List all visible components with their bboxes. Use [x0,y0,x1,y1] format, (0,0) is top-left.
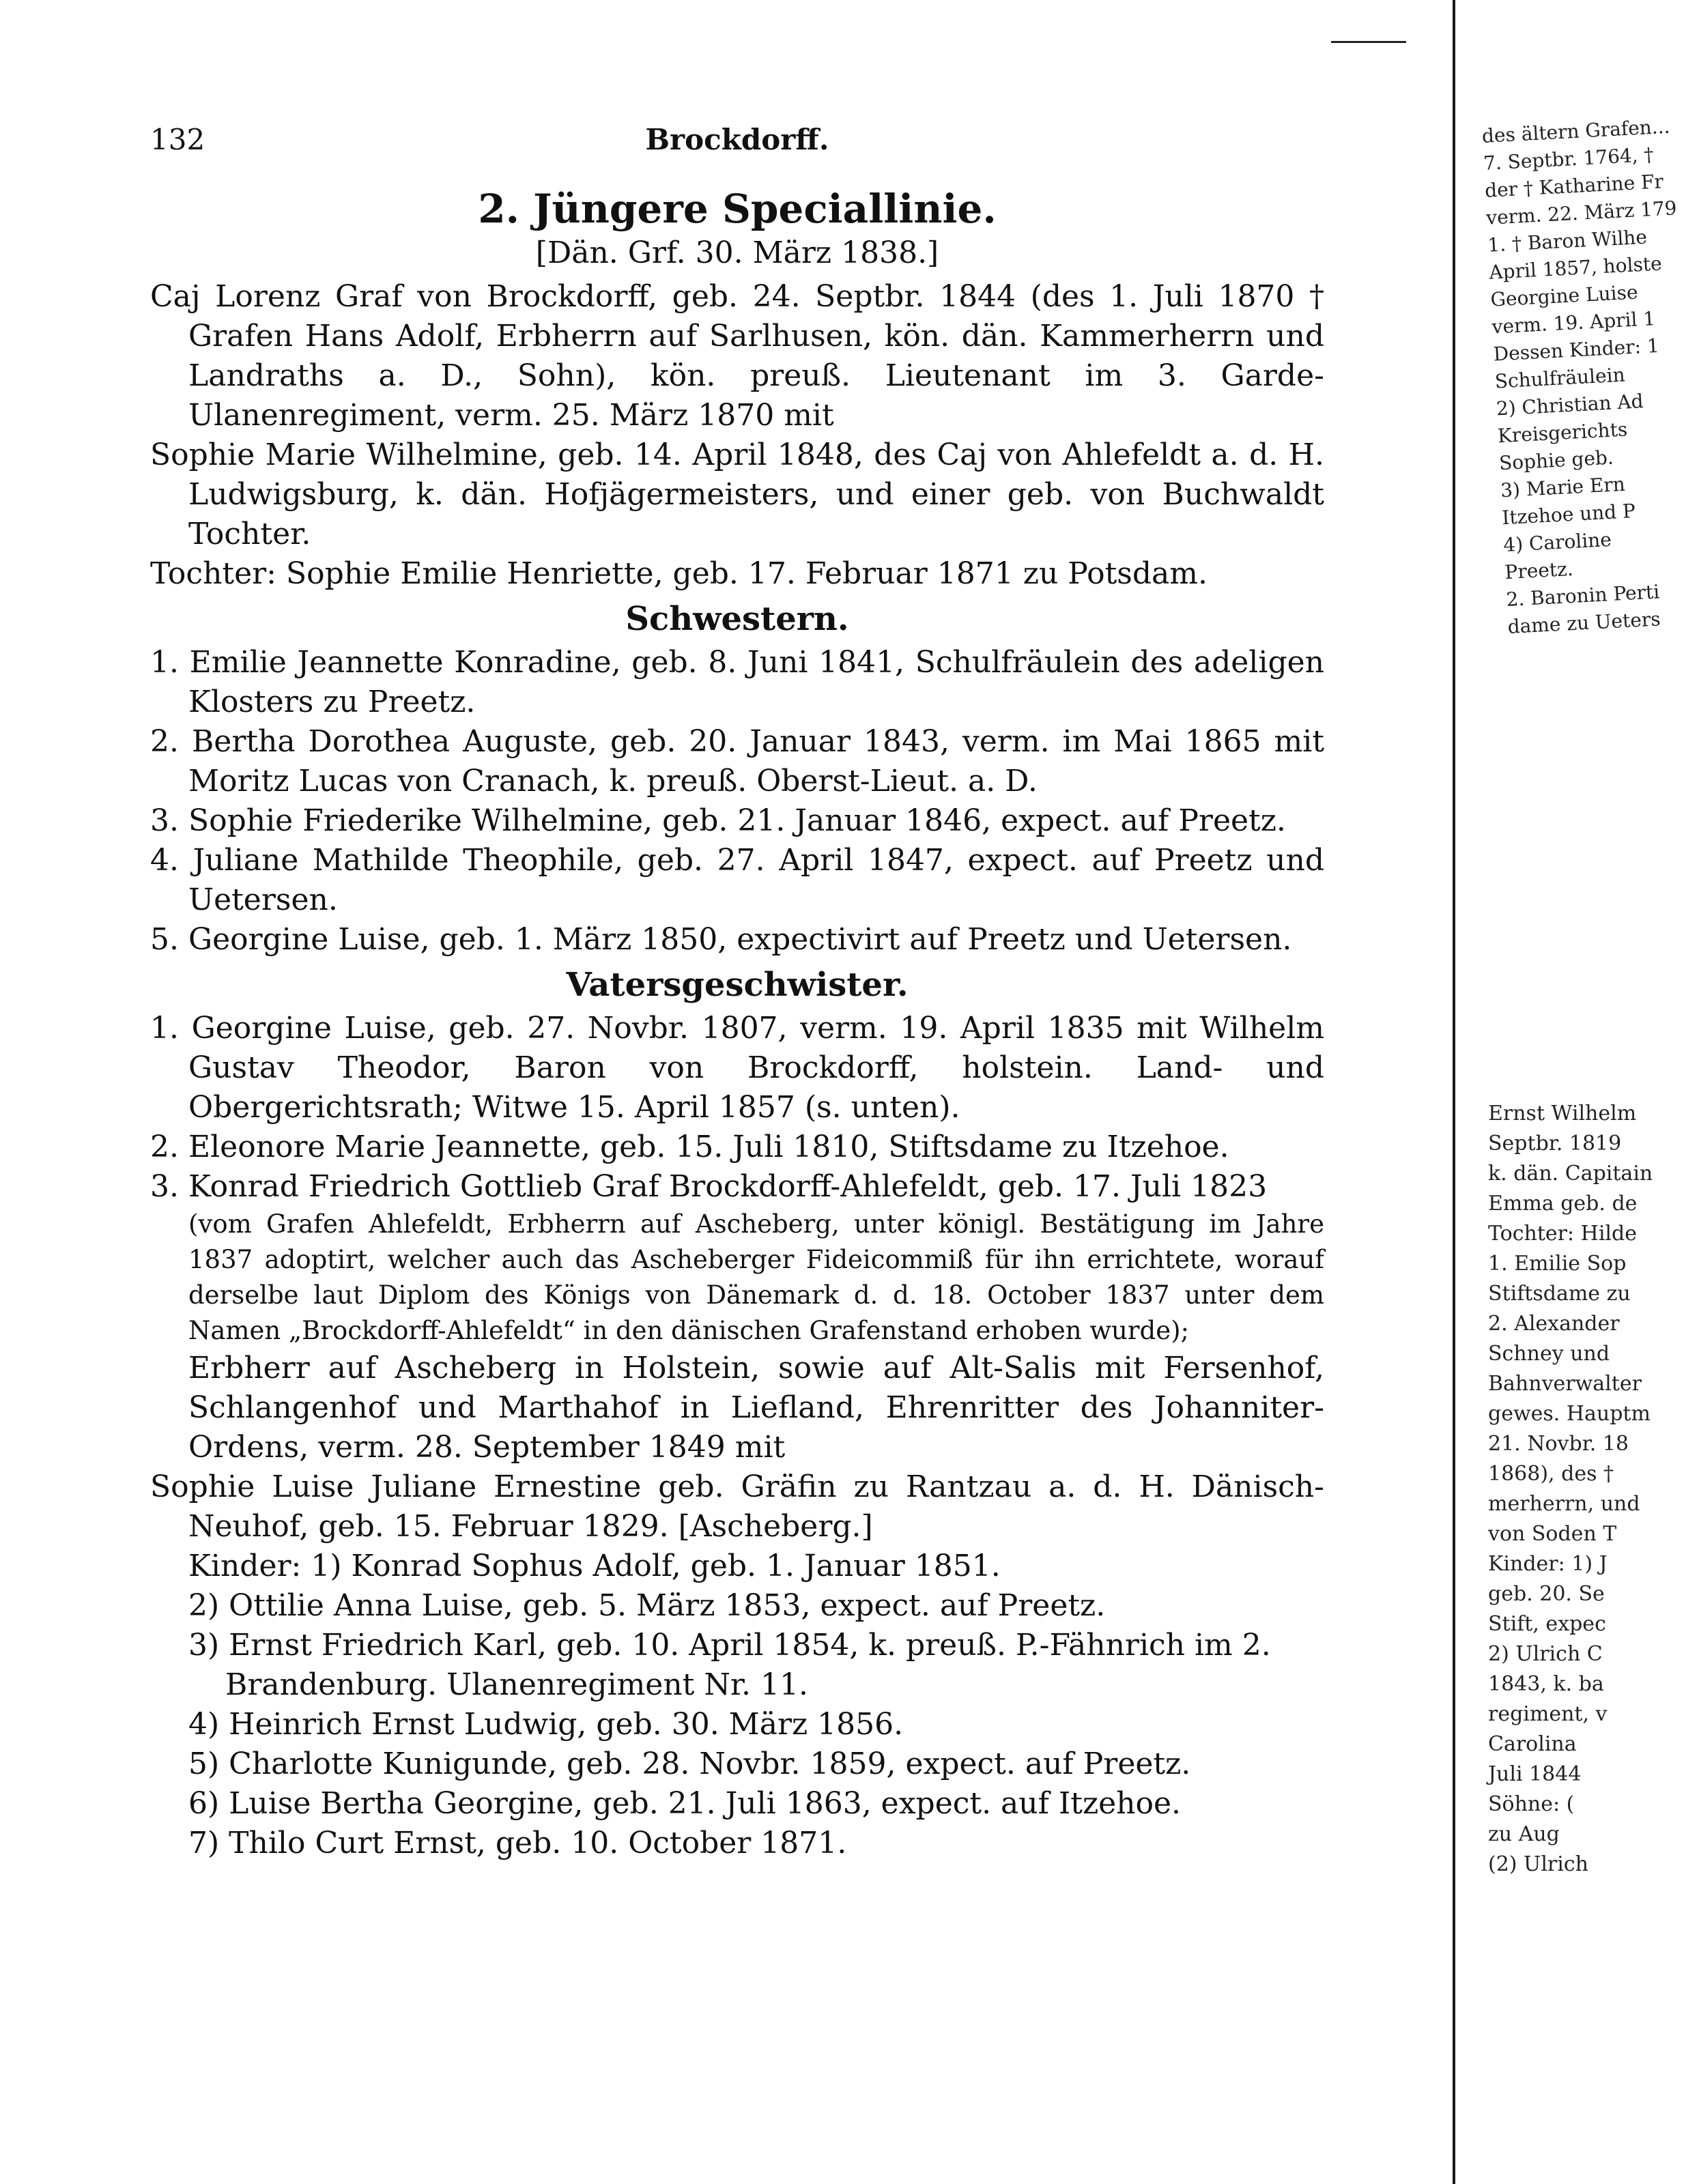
adjacent-line: 1868), des † [1488,1462,1614,1486]
main-column [150,184,1324,1863]
running-title: Brockdorff. [645,123,829,156]
child-item: 5) Charlotte Kunigunde, geb. 28. Novbr. 1859, expect. auf Preetz. [188,1747,1191,1781]
adjacent-line: 1843, k. ba [1488,1672,1604,1696]
sister-item: 3. Sophie Friederike Wilhelmine, geb. 21. Januar 1846, expect. auf Preetz. [150,803,1286,838]
adjacent-line: gewes. Hauptm [1488,1402,1651,1426]
adjacent-line: Kinder: 1) J [1488,1552,1608,1576]
child-item: 4) Heinrich Ernst Ludwig, geb. 30. März 1856. [188,1707,904,1742]
adjacent-line: Carolina [1488,1732,1577,1756]
adjacent-line: 1. Emilie Sop [1488,1252,1627,1276]
adoption-note: (vom Grafen Ahlefeldt, Erbherrn auf Ascheberg, unter königl. Bestätigung im Jahre 1837 adoptirt, welcher auch das Ascheberger Fideicommiß für ihn errichtete, worauf derselbe laut Diplom des Königs von Dänemark d. d. 18. October 1837 unter dem Namen „Brockdorff-Ahlefeldt“ in den dänischen Grafenstand erhoben wurde); [188,1209,1324,1345]
section-subtitle: [Dän. Grf. 30. März 1838.] [535,235,939,270]
adjacent-line: der † Katharine Fr [1484,170,1664,202]
adjacent-line: Stiftsdame zu [1488,1282,1631,1306]
adjacent-page-lower [1488,1099,1653,1880]
adjacent-page-upper [1481,115,1678,641]
adjacent-line: Kreisgerichts [1497,418,1629,448]
child-item: 7) Thilo Curt Ernst, geb. 10. October 1871. [188,1826,847,1860]
child-item: 6) Luise Bertha Georgine, geb. 21. Juli 1863, expect. auf Itzehoe. [188,1786,1182,1821]
paternal-heading: Vatersgeschwister. [566,966,909,1004]
paternal-item: 3. Konrad Friedrich Gottlieb Graf Brockdorff-Ahlefeldt, geb. 17. Juli 1823 [150,1169,1268,1204]
adjacent-line: Georgine Luise [1489,281,1639,311]
adjacent-line: von Soden T [1488,1522,1617,1546]
wife-entry: Sophie Luise Juliane Ernestine geb. Gräfin zu Rantzau a. d. H. Dänisch-Neuhof, geb. 15. Februar 1829. [Ascheberg.] [150,1469,1324,1544]
adjacent-line: verm. 22. März 179 [1485,197,1678,229]
paternal-item: 2. Eleonore Marie Jeannette, geb. 15. Juli 1810, Stiftsdame zu Itzehoe. [150,1130,1229,1164]
adjacent-line: Itzehoe und P [1501,499,1636,530]
child-item: 2) Ottilie Anna Luise, geb. 5. März 1853, expect. auf Preetz. [188,1588,1106,1623]
adjacent-line: 2) Ulrich C [1488,1642,1603,1666]
adjacent-line: (2) Ulrich [1488,1852,1588,1876]
adjacent-line: regiment, v [1488,1702,1608,1726]
adjacent-line: Emma geb. de [1488,1192,1638,1216]
adjacent-line: 3) Marie Ern [1500,472,1626,502]
adjacent-line: des ältern Grafen... [1481,115,1671,147]
page-number: 132 [150,123,205,156]
sister-item: 5. Georgine Luise, geb. 1. März 1850, expectivirt auf Preetz und Uetersen. [150,922,1292,957]
main-entry: Caj Lorenz Graf von Brockdorff, geb. 24. Septbr. 1844 (des 1. Juli 1870 † Grafen Hans Adolf, Erbherrn auf Sarlhusen, kön. dän. Kammerherrn und Landraths a. D., Sohn), kön. preuß. Lieutenant im 3. Garde-Ulanenregiment, verm. 25. März 1870 mit [150,279,1324,433]
adjacent-line: 4) Caroline [1502,528,1612,557]
adjacent-line: dame zu Ueters [1507,607,1661,638]
adjacent-line: April 1857, holste [1488,252,1663,284]
adjacent-line: Juli 1844 [1488,1762,1582,1786]
adjacent-line: Schney und [1488,1342,1610,1366]
adjacent-line: zu Aug [1488,1822,1560,1846]
sisters-heading: Schwestern. [625,600,849,638]
adjacent-line: Septbr. 1819 [1488,1132,1622,1155]
adjacent-line: Bahnverwalter [1488,1372,1642,1396]
adjacent-line: Preetz. [1504,557,1574,584]
adjacent-line: verm. 19. April 1 [1491,307,1656,339]
adjacent-line: Ernst Wilhelm [1488,1102,1637,1125]
adjacent-line: Tochter: Hilde [1488,1222,1637,1246]
adjacent-line: Stift, expec [1488,1612,1606,1636]
top-rule [1331,41,1406,43]
adjacent-line: 2. Alexander [1488,1312,1620,1336]
adjacent-line: Söhne: ( [1488,1792,1575,1816]
sister-item: 2. Bertha Dorothea Auguste, geb. 20. Januar 1843, verm. im Mai 1865 mit Moritz Lucas von Cranach, k. preuß. Oberst-Lieut. a. D. [150,724,1324,799]
spouse-entry: Sophie Marie Wilhelmine, geb. 14. April 1848, des Caj von Ahlefeldt a. d. H. Ludwigsburg, k. dän. Hofjägermeisters, und einer geb. von Buchwaldt Tochter. [150,437,1324,551]
daughter-entry: Tochter: Sophie Emilie Henriette, geb. 17. Februar 1871 zu Potsdam. [150,556,1208,591]
adjacent-line: merherrn, und [1488,1492,1640,1516]
adjacent-line: Sophie geb. [1498,446,1614,475]
sister-item: 4. Juliane Mathilde Theophile, geb. 27. April 1847, expect. auf Preetz und Uetersen. [150,843,1324,917]
sister-item: 1. Emilie Jeannette Konradine, geb. 8. Juni 1841, Schulfräulein des adeligen Klosters zu Preetz. [150,645,1324,719]
adjacent-line: Dessen Kinder: 1 [1492,334,1660,366]
adjacent-line: 2. Baronin Perti [1505,580,1660,612]
paternal-item: 1. Georgine Luise, geb. 27. Novbr. 1807, verm. 19. April 1835 mit Wilhelm Gustav Theodor, Baron von Brockdorff, holstein. Land- und Obergerichtsrath; Witwe 15. April 1857 (s. unten). [150,1011,1324,1125]
adjacent-line: geb. 20. Se [1488,1582,1605,1606]
adjacent-line: 21. Novbr. 18 [1488,1432,1629,1456]
adjacent-line: 7. Septbr. 1764, † [1483,143,1655,175]
adjacent-line: 2) Christian Ad [1496,390,1644,420]
child-item: Kinder: 1) Konrad Sophus Adolf, geb. 1. Januar 1851. [188,1549,1001,1583]
section-title: 2. Jüngere Speciallinie. [478,186,997,232]
gutter-divider [1453,0,1455,2184]
adjacent-line: 1. † Baron Wilhe [1487,225,1648,257]
page-header [150,123,1324,164]
child-item: 3) Ernst Friedrich Karl, geb. 10. April 1854, k. preuß. P.-Fähnrich im 2. Brandenburg. Ulanenregiment Nr. 11. [188,1628,1271,1702]
adjacent-line: Schulfräulein [1494,363,1626,393]
adjacent-line: k. dän. Capitain [1488,1162,1653,1186]
paternal-item-continued: Erbherr auf Ascheberg in Holstein, sowie auf Alt-Salis mit Fersenhof, Schlangenhof und Marthahof in Liefland, Ehrenritter des Johanniter-Ordens, verm. 28. September 1849 mit [188,1351,1324,1465]
